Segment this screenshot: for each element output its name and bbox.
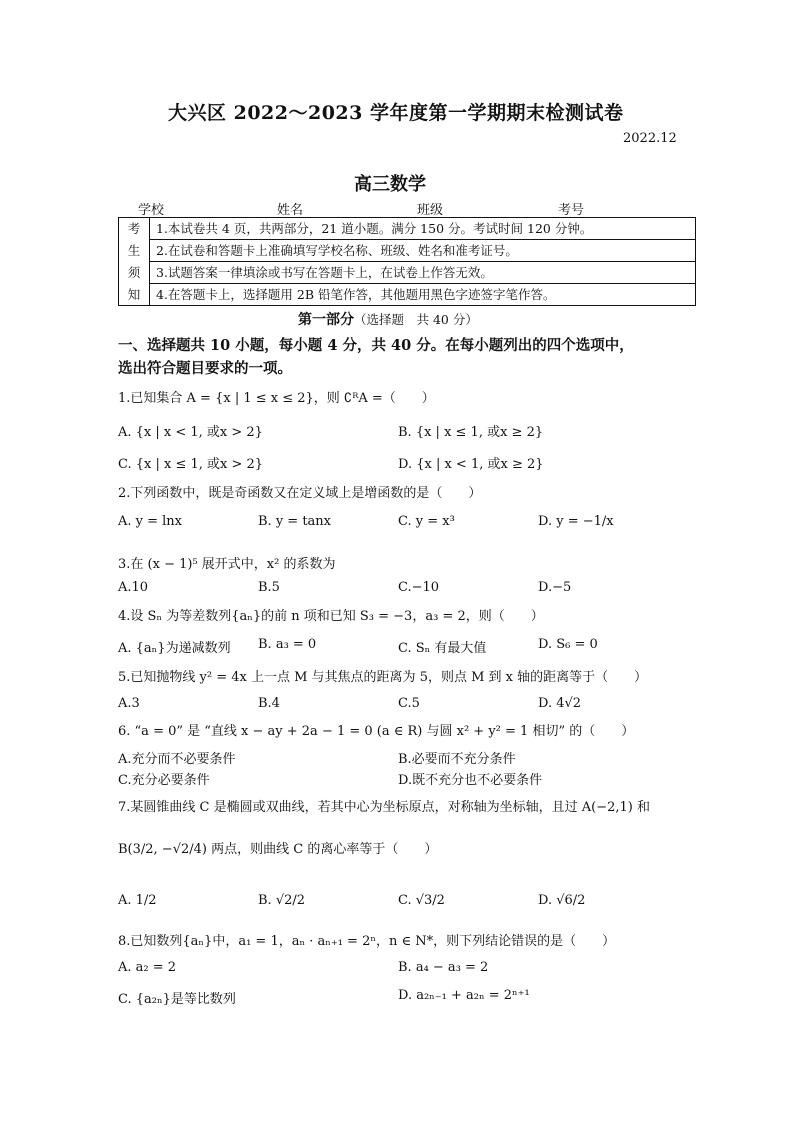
question-1-stem: 1.已知集合 A = {x | 1 ≤ x ≤ 2}，则 ∁ᴿA =（ ） — [118, 391, 435, 406]
question-5-stem: 5.已知抛物线 y² = 4x 上一点 M 与其焦点的距离为 5，则点 M 到 x 轴的距离等于（ ） — [118, 670, 648, 685]
q7-option-b[interactable]: B. √2/2 — [258, 893, 306, 908]
school-blank[interactable] — [164, 204, 234, 218]
exam-date: 2022.12 — [623, 131, 677, 146]
notice-table — [118, 217, 696, 306]
q7-option-c[interactable]: C. √3/2 — [398, 893, 445, 908]
q4-option-d[interactable]: D. S₆ = 0 — [538, 637, 598, 652]
q2-option-d[interactable]: D. y = −1/x — [538, 514, 614, 529]
subject-title: 高三数学 — [354, 174, 426, 195]
q5-option-a[interactable]: A.3 — [118, 696, 140, 711]
q6-option-a[interactable]: A.充分而不必要条件 — [118, 752, 236, 767]
q6-option-d[interactable]: D.既不充分也不必要条件 — [398, 773, 543, 788]
q2-option-c[interactable]: C. y = x³ — [398, 514, 455, 529]
q3-option-b[interactable]: B.5 — [258, 580, 280, 595]
q8-option-b[interactable]: B. a₄ − a₃ = 2 — [398, 960, 489, 975]
section-instruction-2: 选出符合题目要求的一项。 — [118, 360, 292, 377]
question-3-stem: 3.在 (x − 1)⁵ 展开式中，x² 的系数为 — [118, 557, 336, 572]
q3-option-a[interactable]: A.10 — [118, 580, 149, 595]
question-7-stem: 7.某圆锥曲线 C 是椭圆或双曲线，若其中心为坐标原点，对称轴为坐标轴，且过 A(−2,1) 和 — [118, 800, 650, 815]
q6-option-c[interactable]: C.充分必要条件 — [118, 773, 210, 788]
q2-option-a[interactable]: A. y = lnx — [118, 514, 183, 529]
question-8-stem: 8.已知数列{aₙ}中，a₁ = 1，aₙ · aₙ₊₁ = 2ⁿ，n ∈ N*，则下列结论错误的是（ ） — [118, 934, 616, 949]
q1-option-d[interactable]: D. {x | x < 1, 或x ≥ 2} — [398, 457, 544, 472]
q7-option-a[interactable]: A. 1/2 — [118, 893, 157, 908]
q5-option-b[interactable]: B.4 — [258, 696, 280, 711]
notice-side-char: 考 — [119, 218, 150, 240]
q7-option-d[interactable]: D. √6/2 — [538, 893, 586, 908]
q2-option-b[interactable]: B. y = tanx — [258, 514, 331, 529]
notice-side-char: 须 — [119, 262, 150, 284]
section-instruction-1: 一、选择题共 10 小题，每小题 4 分，共 40 分。在每小题列出的四个选项中， — [118, 337, 634, 354]
q3-option-c[interactable]: C.−10 — [398, 580, 440, 595]
q5-option-c[interactable]: C.5 — [398, 696, 420, 711]
name-blank[interactable] — [303, 204, 375, 218]
exam-number-field: 考号 — [558, 199, 654, 218]
school-field: 学校 — [138, 199, 234, 218]
q3-option-d[interactable]: D.−5 — [538, 580, 572, 595]
question-7-stem-2: B(3/2, −√2/4) 两点，则曲线 C 的离心率等于（ ） — [118, 842, 438, 857]
q4-option-b[interactable]: B. a₃ = 0 — [258, 637, 317, 652]
question-6-stem: 6. “a = 0” 是 “直线 x − ay + 2a − 1 = 0 (a ∈ R) 与圆 x² + y² = 1 相切” 的（ ） — [118, 724, 635, 739]
q4-option-c[interactable]: C. Sₙ 有最大值 — [398, 641, 487, 656]
q8-option-c[interactable]: C. {a₂ₙ}是等比数列 — [118, 992, 236, 1007]
notice-side-char: 生 — [119, 240, 150, 262]
exam-title: 大兴区 2022～2023 学年度第一学期期末检测试卷 — [168, 102, 624, 124]
question-2-stem: 2.下列函数中，既是奇函数又在定义域上是增函数的是（ ） — [118, 486, 482, 501]
q6-option-b[interactable]: B.必要而不充分条件 — [398, 752, 516, 767]
part1-heading: 第一部分（选择题 共 40 分） — [298, 312, 478, 328]
notice-item: 3.试题答案一律填涂或书写在答题卡上，在试卷上作答无效。 — [150, 262, 696, 284]
notice-item: 2.在试卷和答题卡上准确填写学校名称、班级、姓名和准考证号。 — [150, 240, 696, 262]
notice-side-char: 知 — [119, 284, 150, 306]
notice-item: 1.本试卷共 4 页，共两部分，21 道小题。满分 150 分。考试时间 120 分钟。 — [150, 218, 696, 240]
class-field: 班级 — [417, 199, 515, 218]
q8-option-a[interactable]: A. a₂ = 2 — [118, 960, 177, 975]
name-field: 姓名 — [277, 199, 375, 218]
q4-option-a[interactable]: A. {aₙ}为递减数列 — [118, 641, 231, 656]
class-blank[interactable] — [443, 204, 515, 218]
q1-option-c[interactable]: C. {x | x ≤ 1, 或x > 2} — [118, 457, 264, 472]
exam-number-blank[interactable] — [584, 204, 654, 218]
q5-option-d[interactable]: D. 4√2 — [538, 696, 582, 711]
q1-option-b[interactable]: B. {x | x ≤ 1, 或x ≥ 2} — [398, 425, 544, 440]
q1-option-a[interactable]: A. {x | x < 1, 或x > 2} — [118, 425, 263, 440]
q8-option-d[interactable]: D. a₂ₙ₋₁ + a₂ₙ = 2ⁿ⁺¹ — [398, 988, 530, 1003]
notice-item: 4.在答题卡上，选择题用 2B 铅笔作答，其他题用黑色字迹签字笔作答。 — [150, 284, 696, 306]
question-4-stem: 4.设 Sₙ 为等差数列{aₙ}的前 n 项和已知 S₃ = −3，a₃ = 2，则（ ） — [118, 609, 544, 624]
